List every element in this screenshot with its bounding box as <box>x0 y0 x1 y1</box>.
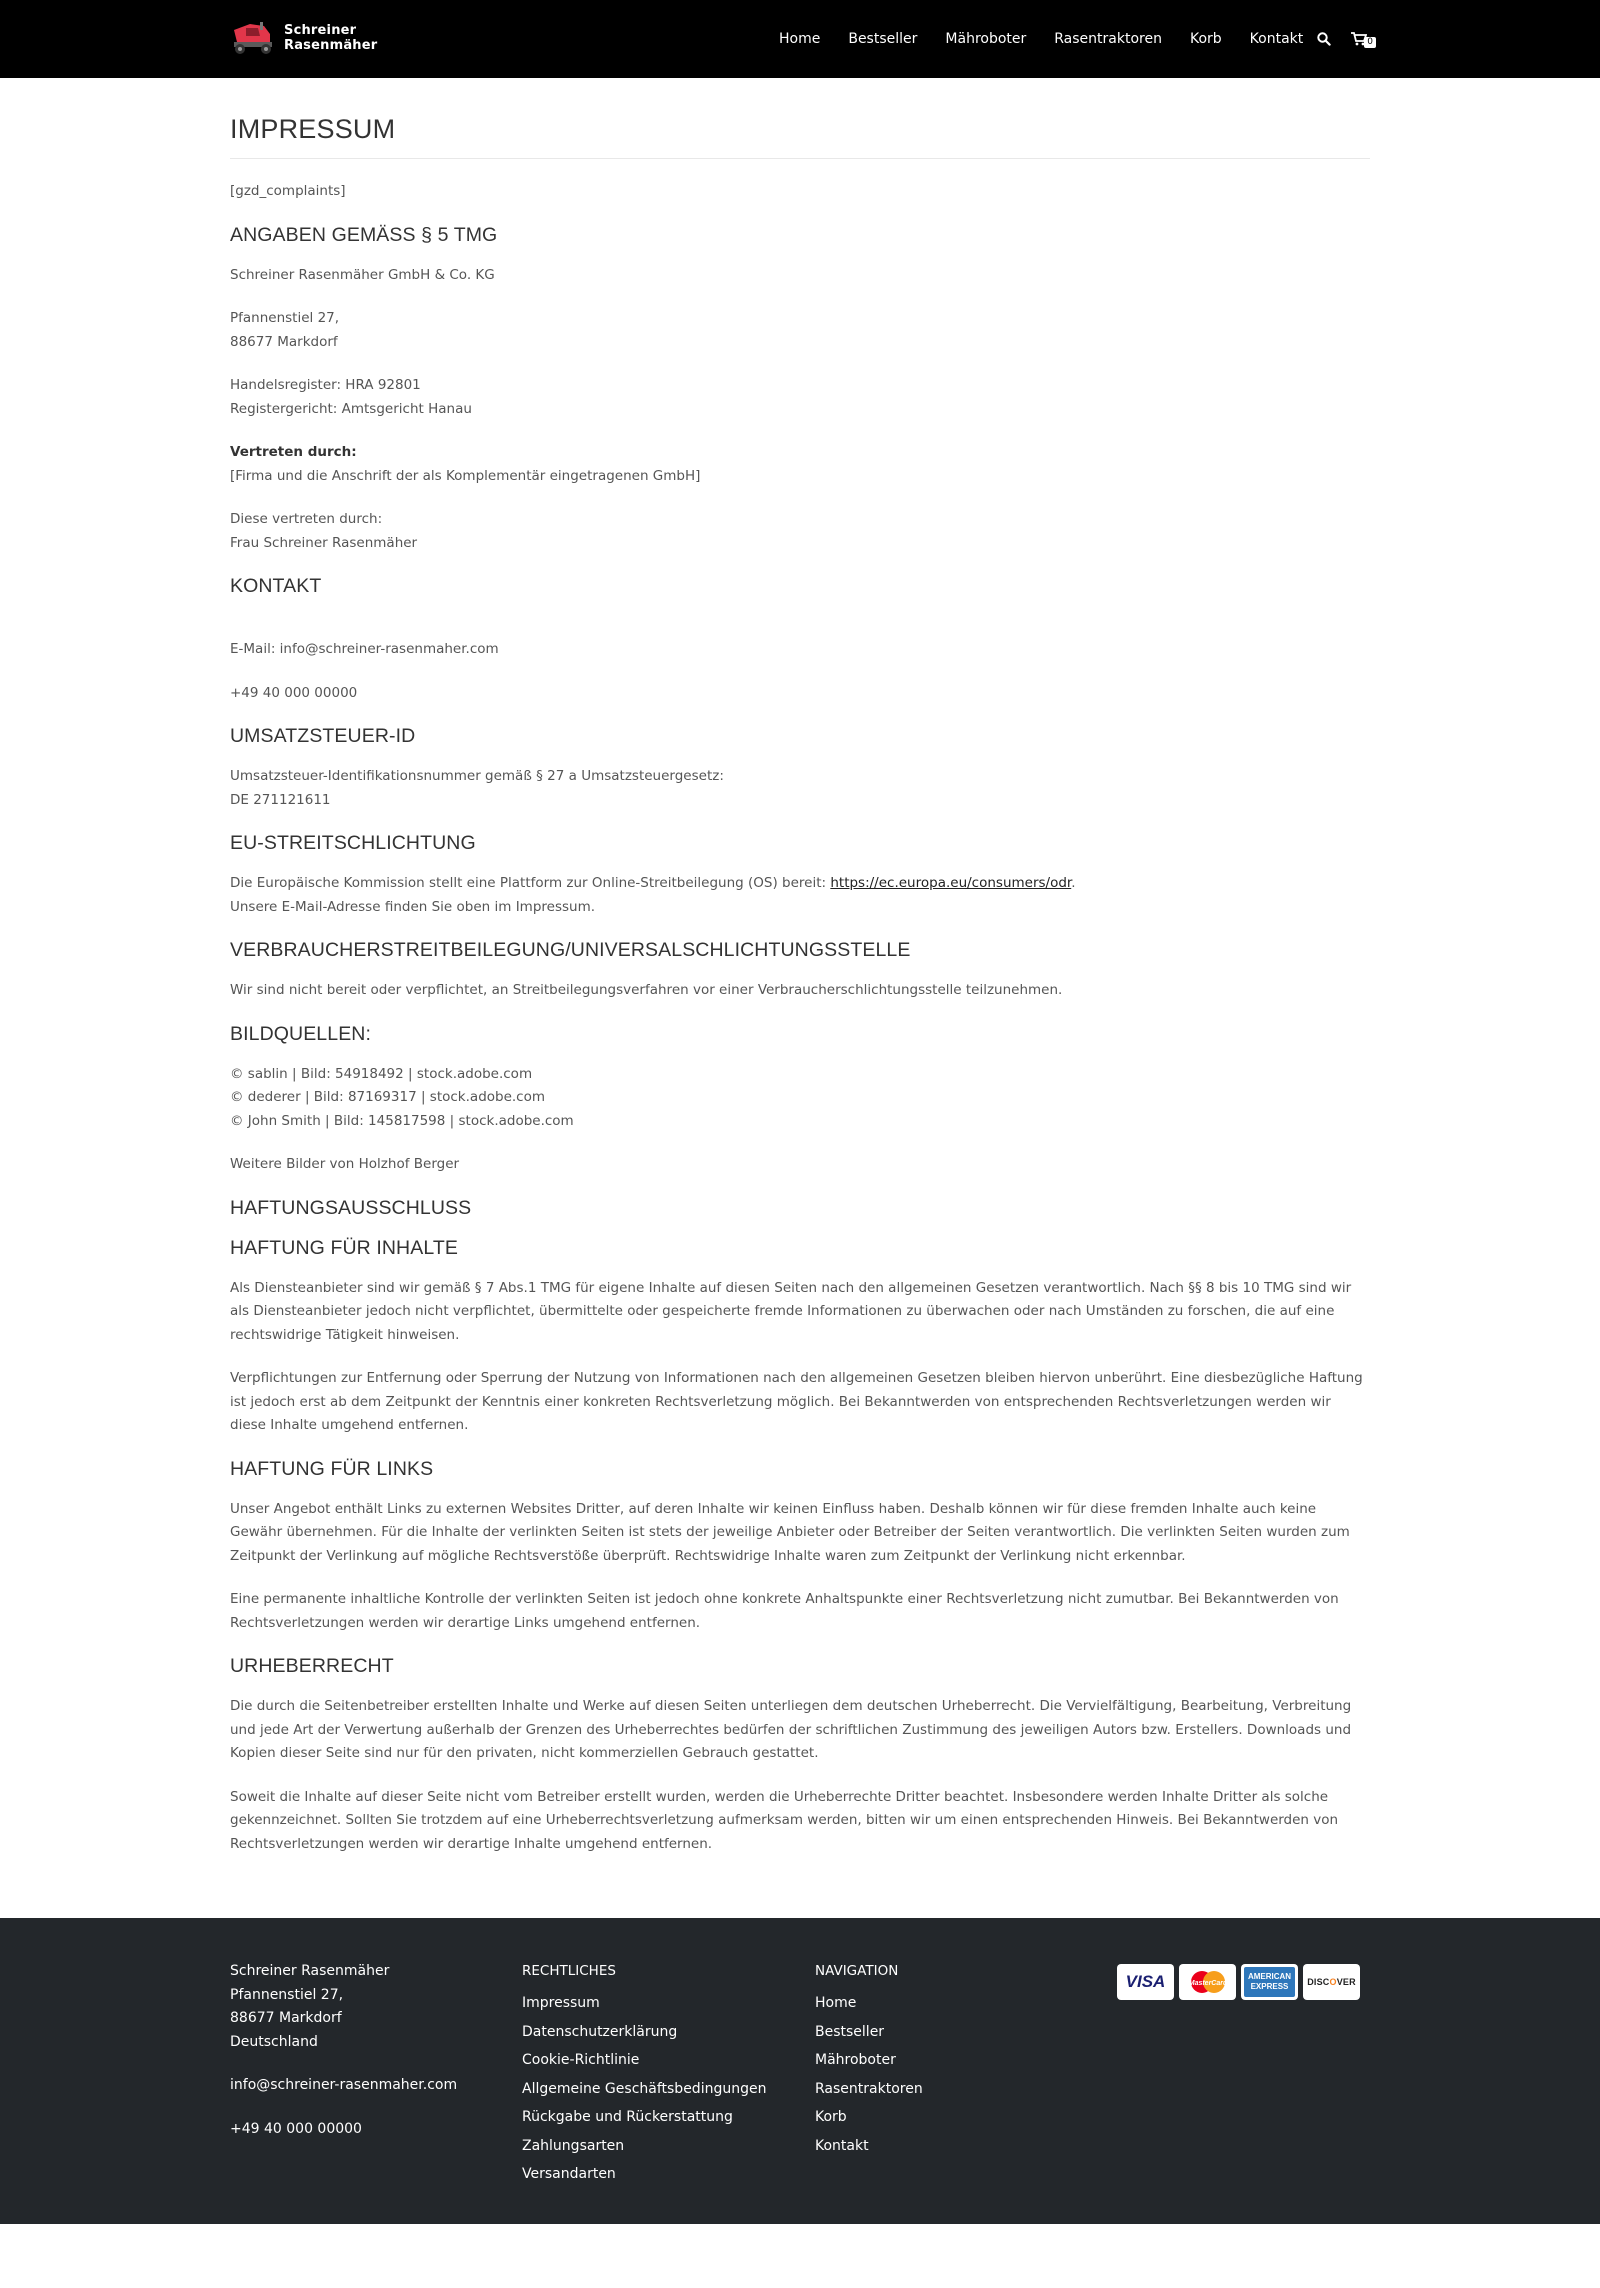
contact-email: E-Mail: info@schreiner-rasenmaher.com <box>230 641 499 657</box>
visa-icon: VISA <box>1117 1964 1174 2000</box>
inhalte-paragraph-1: Als Diensteanbieter sind wir gemäß § 7 Abs.1 TMG für eigene Inhalte auf diesen Seiten nach den allgemeinen Gesetzen verantwortlich. Nach §§ 8 bis 10 TMG sind wir als Diensteanbieter jedoch nicht verpflichtet, übermittelte oder gespeicherte fremde Informationen zu überwachen oder nach Umständen zu forschen, die auf eine rechtswidrige Tätigkeit hinweisen. <box>230 1279 1352 1343</box>
footer-link-datenschutz[interactable]: Datenschutzerklärung <box>522 2023 678 2040</box>
bildquelle-2: © dederer | Bild: 87169317 | stock.adobe.com <box>230 1089 546 1105</box>
site-logo[interactable] <box>230 18 377 58</box>
footer-nav-kontakt[interactable]: Kontakt <box>815 2137 869 2154</box>
nav-home[interactable]: Home <box>779 31 821 47</box>
search-icon[interactable] <box>1317 32 1331 46</box>
nav-korb[interactable]: Korb <box>1189 31 1222 47</box>
cart-button[interactable] <box>1351 32 1373 47</box>
represented-by-value: Frau Schreiner Rasenmäher <box>230 534 418 551</box>
urheber-heading: URHEBERRECHT <box>230 1655 394 1677</box>
footer-link-versandarten[interactable]: Versandarten <box>522 2166 616 2182</box>
eu-text-2: Unsere E-Mail-Adresse finden Sie oben im Impressum. <box>230 898 596 915</box>
links-heading: HAFTUNG FÜR LINKS <box>230 1457 434 1480</box>
footer-link-cookie[interactable]: Cookie-Richtlinie <box>522 2052 640 2068</box>
main-content <box>230 78 1370 1918</box>
footer-link-zahlungsarten[interactable]: Zahlungsarten <box>522 2137 625 2154</box>
footer-nav-heading: NAVIGATION <box>815 1963 899 1979</box>
bildquellen-list <box>230 1063 1370 1134</box>
footer-street: Pfannenstiel 27, <box>230 1986 344 2003</box>
brand-line-2: Rasenmäher <box>284 38 378 53</box>
ust-text: Umsatzsteuer-Identifikationsnummer gemäß § 27 a Umsatzsteuergesetz: <box>230 768 724 784</box>
mastercard-icon <box>1179 1964 1236 2000</box>
bildquellen-more: Weitere Bilder von Holzhof Berger <box>230 1156 460 1172</box>
haftung-heading: HAFTUNGSAUSSCHLUSS <box>230 1196 472 1219</box>
street: Pfannenstiel 27, <box>230 310 340 326</box>
payment-methods <box>1117 1964 1365 2000</box>
footer-city: 88677 Markdorf <box>230 2010 342 2026</box>
ust-block <box>230 765 1370 812</box>
site-header <box>0 0 1600 78</box>
represented-label: Vertreten durch: <box>230 444 357 460</box>
footer-nav-rasentraktoren[interactable]: Rasentraktoren <box>815 2080 923 2097</box>
amex-icon <box>1241 1964 1298 2000</box>
amex-line-1: AMERICAN <box>1247 1972 1292 1981</box>
ust-heading: UMSATZSTEUER-ID <box>230 725 416 747</box>
discover-part-1: DISC <box>1307 1977 1330 1987</box>
eu-heading: EU-STREITSCHLICHTUNG <box>230 832 476 854</box>
company-name: Schreiner Rasenmäher GmbH & Co. KG <box>230 266 495 283</box>
footer-company: Schreiner Rasenmäher <box>230 1963 390 1979</box>
company-address <box>230 307 1370 354</box>
eu-text: Die Europäische Kommission stellt eine Plattform zur Online-Streitbeilegung (OS) bereit: <box>230 875 831 891</box>
footer-link-rueckgabe[interactable]: Rückgabe und Rückerstattung <box>522 2109 733 2125</box>
vs-text: Wir sind nicht bereit oder verpflichtet, an Streitbeilegungsverfahren vor einer Verbraucherschlichtungsstelle teilzunehmen. <box>230 982 1063 998</box>
inhalte-heading: HAFTUNG FÜR INHALTE <box>230 1236 458 1259</box>
vs-heading: VERBRAUCHERSTREITBEILEGUNG/UNIVERSALSCHLICHTUNGSSTELLE <box>230 939 911 961</box>
eu-period: . <box>1071 875 1076 891</box>
footer-phone[interactable]: +49 40 000 00000 <box>230 2120 362 2137</box>
represented-by-label: Diese vertreten durch: <box>230 511 383 527</box>
logo-text <box>284 23 377 53</box>
angaben-heading: ANGABEN GEMÄSS § 5 TMG <box>230 223 498 246</box>
lawnmower-logo-icon <box>230 20 278 56</box>
contact-phone: +49 40 000 00000 <box>230 684 358 701</box>
footer-link-impressum[interactable]: Impressum <box>522 1995 600 2011</box>
bildquellen-heading: BILDQUELLEN: <box>230 1022 372 1045</box>
represented-by-block <box>230 508 1370 555</box>
footer-legal-heading: RECHTLICHES <box>522 1963 616 1979</box>
footer-legal-list <box>522 1992 766 2187</box>
footer-nav-maehroboter[interactable]: Mähroboter <box>815 2052 896 2068</box>
complaints-shortcode: [gzd_complaints] <box>230 183 346 199</box>
discover-part-2: VER <box>1336 1977 1356 1987</box>
odr-link[interactable]: https://ec.europa.eu/consumers/odr <box>830 875 1072 891</box>
footer-legal <box>522 1960 766 2192</box>
register-info <box>230 374 1370 421</box>
kontakt-heading: KONTAKT <box>230 575 322 597</box>
urheber-paragraph-2: Soweit die Inhalte auf dieser Seite nicht vom Betreiber erstellt wurden, werden die Urheberrechte Dritter beachtet. Insbesondere werden Inhalte Dritter als solche gekennzeichnet. Sollten Sie trotzdem auf eine Urheberrechtsverletzung aufmerksam werden, bitten wir um einen entsprechenden Hinweis. Bei Bekanntwerden von Rechtsverletzungen werden wir derartige Inhalte umgehend entfernen. <box>230 1788 1339 1852</box>
city: 88677 Markdorf <box>230 333 338 350</box>
register-court: Registergericht: Amtsgericht Hanau <box>230 400 472 417</box>
footer-nav-korb[interactable]: Korb <box>815 2109 847 2125</box>
represented-value: [Firma und die Anschrift der als Komplementär eingetragenen GmbH] <box>230 467 701 484</box>
footer-email[interactable]: info@schreiner-rasenmaher.com <box>230 2077 458 2093</box>
nav-maehroboter[interactable]: Mähroboter <box>945 31 1027 47</box>
urheber-paragraph-1: Die durch die Seitenbetreiber erstellten Inhalte und Werke auf diesen Seiten unterliegen dem deutschen Urheberrecht. Die Vervielfältigung, Bearbeitung, Verbreitung und jede Art der Verwertung außerhalb der Grenzen des Urheberrechtes bedürfen der schriftlichen Zustimmung des jeweiligen Autors bzw. Erstellers. Downloads und Kopien dieser Seite sind nur für den privaten, nicht kommerziellen Gebrauch gestattet. <box>230 1698 1352 1761</box>
amex-line-2: EXPRESS <box>1250 1982 1289 1991</box>
nav-rasentraktoren[interactable]: Rasentraktoren <box>1054 31 1162 47</box>
inhalte-paragraph-2: Verpflichtungen zur Entfernung oder Sperrung der Nutzung von Informationen nach den allgemeinen Gesetzen bleiben hiervon unberührt. Eine diesbezügliche Haftung ist jedoch erst ab dem Zeitpunkt der Kenntnis einer konkreten Rechtsverletzung möglich. Bei Bekanntwerden von entsprechenden Rechtsverletzungen werden wir diese Inhalte umgehend entfernen. <box>230 1370 1363 1433</box>
footer-navigation <box>815 1960 923 2163</box>
page-title: IMPRESSUM <box>230 114 1370 159</box>
links-paragraph-2: Eine permanente inhaltliche Kontrolle der verlinkten Seiten ist jedoch ohne konkrete Anhaltspunkte einer Rechtsverletzung nicht zumutbar. Bei Bekanntwerden von Rechtsverletzungen werden wir derartige Links umgehend entfernen. <box>230 1591 1339 1631</box>
footer-country: Deutschland <box>230 2033 318 2050</box>
brand-line-1: Schreiner <box>284 23 357 38</box>
footer-nav-home[interactable]: Home <box>815 1995 857 2011</box>
bildquelle-3: © John Smith | Bild: 145817598 | stock.adobe.com <box>230 1112 574 1129</box>
discover-o: O <box>1329 1977 1337 1987</box>
site-footer <box>0 1918 1600 2224</box>
nav-kontakt[interactable]: Kontakt <box>1249 31 1304 47</box>
main-nav <box>779 0 1373 78</box>
register-number: Handelsregister: HRA 92801 <box>230 377 421 393</box>
discover-icon <box>1303 1964 1360 2000</box>
footer-nav-bestseller[interactable]: Bestseller <box>815 2023 885 2040</box>
links-paragraph-1: Unser Angebot enthält Links zu externen Websites Dritter, auf deren Inhalte wir keinen Einfluss haben. Deshalb können wir für diese fremden Inhalte auch keine Gewähr übernehmen. Für die Inhalte der verlinkten Seiten ist stets der jeweilige Anbieter oder Betreiber der Seiten verantwortlich. Die verlinkten Seiten wurden zum Zeitpunkt der Verlinkung auf mögliche Rechtsverstöße überprüft. Rechtswidrige Inhalte waren zum Zeitpunkt der Verlinkung nicht erkennbar. <box>230 1500 1350 1564</box>
eu-block <box>230 872 1370 919</box>
cart-count-badge: 0 <box>1364 37 1376 48</box>
mastercard-label: MasterCard <box>1188 1980 1227 1987</box>
nav-bestseller[interactable]: Bestseller <box>848 31 918 47</box>
bildquelle-1: © sablin | Bild: 54918492 | stock.adobe.com <box>230 1065 533 1082</box>
footer-address <box>230 1960 457 2141</box>
footer-nav-list <box>815 1992 923 2158</box>
footer-link-agb[interactable]: Allgemeine Geschäftsbedingungen <box>522 2080 767 2097</box>
represented-block <box>230 441 1370 488</box>
ust-id: DE 271121611 <box>230 791 331 808</box>
